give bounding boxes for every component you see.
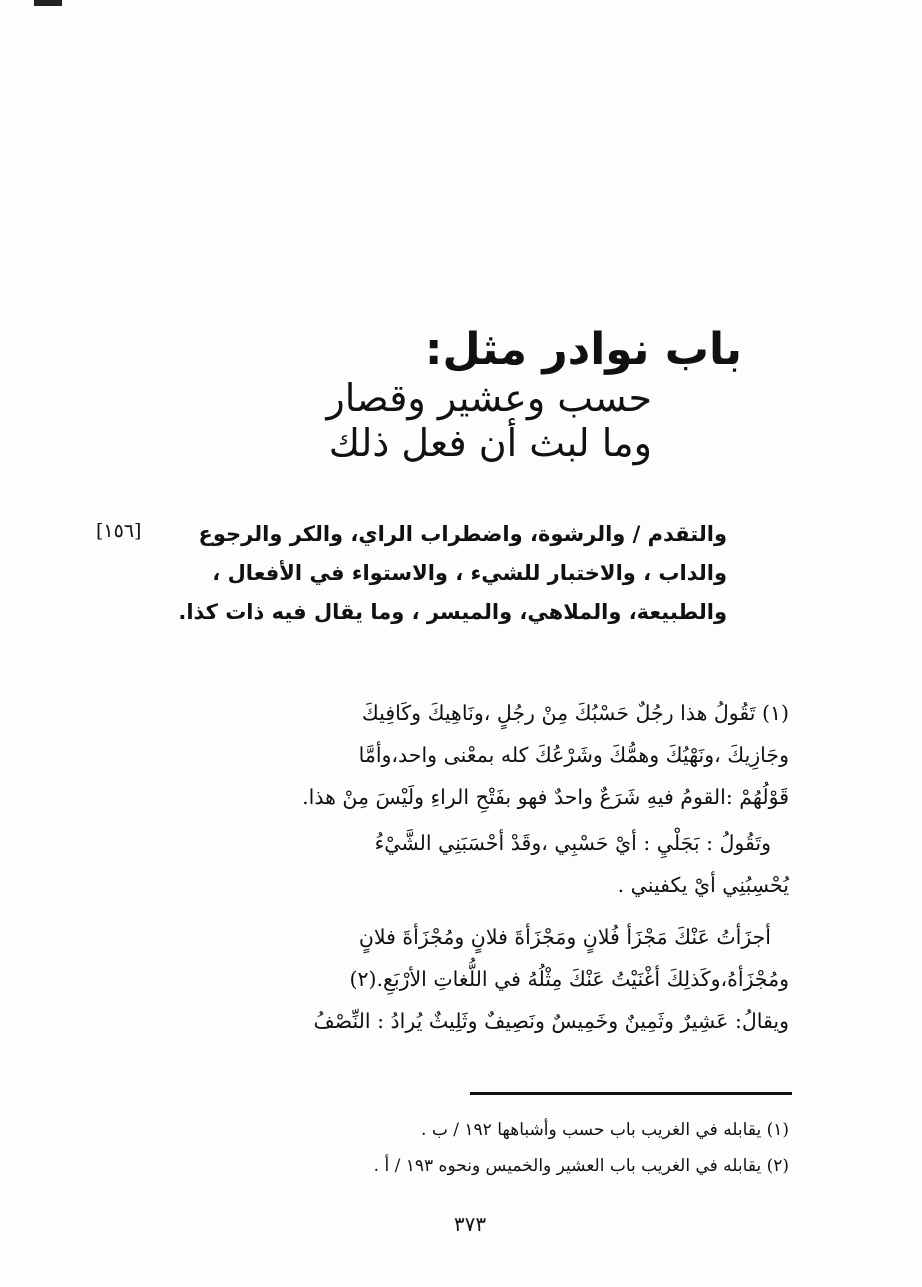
footnotes [289,1112,789,1184]
text-line: ويقالُ: عَشِيرٌ وثَمِينٌ وخَمِيسٌ ونَصِيفٌ وثَلِيثٌ يُرادُ : النِّصْفُ [313,1009,789,1033]
chapter-title: باب نوادر مثل: [424,324,742,375]
topics-line: والداب ، والاختبار للشيء ، والاستواء في الأفعال ، [212,561,727,585]
topics-line: والتقدم / والرشوة، واضطراب الراي، والكر والرجوع [198,522,727,546]
section-reference-number: [١٥٦] [96,520,142,542]
body-text [109,692,789,1042]
text-line: وتَقُولُ : بَجَلْيِ : أيْ حَسْبِي ،وقَدْ أحْسَبَنِي الشَّيْءُ [374,831,771,855]
topics-list [178,515,727,632]
topics-line: والطبيعة، والملاهي، والميسر ، وما يقال فيه ذات كذا. [178,600,727,624]
text-line: يُحْسِبُنِي أيْ يكفيني . [617,873,789,897]
text-line: ومُجْزَأهُ،وكَذلِكَ أغْنَيْتُ عَنْكَ مِثْلُهُ في اللُّغاتِ الأرْبَعِ.(٢) [349,967,789,991]
paragraph [109,692,789,818]
footnote: (١) يقابله في الغريب باب حسب وأشباهها ١٩٢ / ب . [421,1120,789,1140]
chapter-subtitle-line-2: وما لبث أن فعل ذلك [328,421,652,465]
text-line: أجزَأتُ عَنْكَ مَجْزَأ فُلانٍ ومَجْزَأةَ فلانٍ ومُجْزَأةَ فلانٍ [358,925,771,949]
paragraph [109,916,789,1042]
footnote-separator [470,1092,792,1095]
text-line: (١) تَقُولُ هذا رجُلٌ حَسْبُكَ مِنْ رجُلٍ ،ونَاهِيكَ وكَافِيكَ [361,701,789,725]
text-line: قَوْلُهُمْ :القومُ فيهِ شَرَعٌ واحدٌ فهو بفَتْحِ الراءِ ولَيْسَ مِنْ هذا. [302,785,789,809]
footnote: (٢) يقابله في الغريب باب العشير والخميس ونحوه ١٩٣ / أ . [373,1156,789,1176]
paragraph [109,822,789,906]
text-line: وجَازِيكَ ،ونَهْيُكَ وهمُّكَ وشَرْعُكَ كله بمعْنى واحد،وأمَّا [358,743,789,767]
chapter-subtitle-line-1: حسب وعشير وقصار [326,376,652,420]
page-number: ٣٧٣ [453,1212,487,1236]
scan-corner-mark [34,0,62,6]
